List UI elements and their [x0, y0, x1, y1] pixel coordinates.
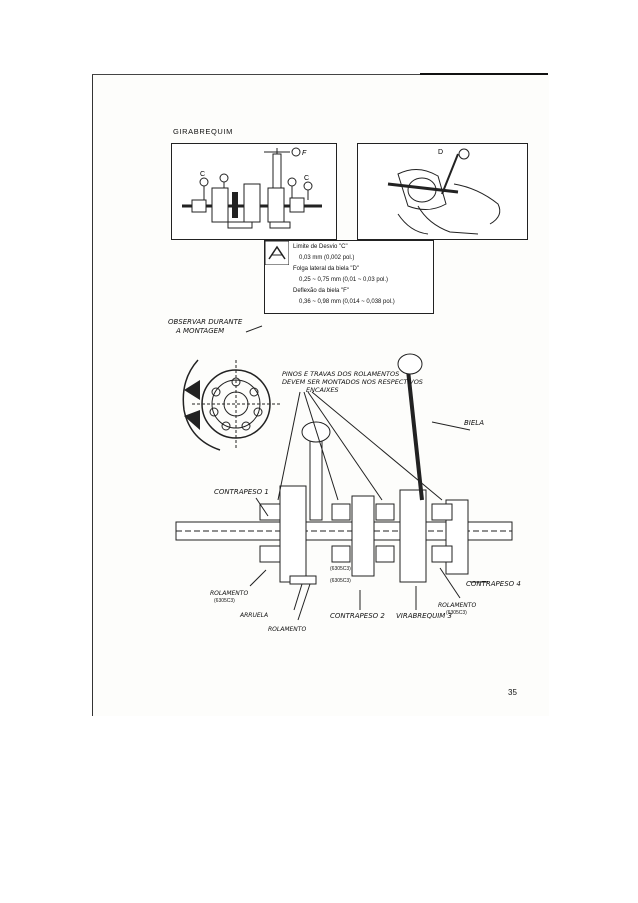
rolamento-left-code: (6305C3): [214, 598, 235, 604]
contrapeso2-label: CONTRAPESO 2: [330, 612, 385, 620]
section-title: GIRABREQUIM: [173, 127, 233, 136]
observe-label-1: OBSERVAR DURANTE: [168, 318, 243, 326]
label-f: F: [302, 150, 307, 157]
spec-line-3: Folga lateral da biela "D": [293, 266, 359, 272]
code-center-2: (6305C3): [330, 578, 351, 584]
pins-label-2: DEVEM SER MONTADOS NOS RESPECTIVOS: [282, 378, 423, 386]
spec-line-1: Limite de Desvio "C": [293, 244, 348, 250]
virabrequim3-label: VIRABREQUIM 3: [396, 612, 453, 620]
runout-figure: [171, 143, 337, 240]
label-d: D: [438, 149, 444, 156]
spec-box: [264, 240, 434, 314]
rolamento-bottom-label: ROLAMENTO: [268, 626, 307, 633]
pins-label-3: ENCAIXES: [306, 386, 339, 394]
rolamento-right-label: ROLAMENTO: [438, 602, 477, 609]
spec-line-2: 0,03 mm (0,002 pol.): [299, 255, 355, 261]
clearance-figure: [357, 143, 528, 240]
clearance-drawing: [358, 144, 527, 239]
observe-label-2: A MONTAGEM: [176, 327, 225, 335]
spec-line-5: Deflexão da biela "F": [293, 288, 349, 294]
code-center-1: (6305C3): [330, 566, 351, 572]
biela-label: BIELA: [464, 419, 484, 427]
spec-line-4: 0,25 ~ 0,75 mm (0,01 ~ 0,03 pol.): [299, 277, 389, 283]
contrapeso1-label: CONTRAPESO 1: [214, 488, 269, 496]
top-rule-dark: [420, 73, 548, 75]
label-c-left: C: [200, 171, 206, 178]
rolamento-left-label: ROLAMENTO: [210, 590, 249, 597]
rolamento-right-code: (6305C3): [446, 610, 467, 616]
contrapeso4-label: CONTRAPESO 4: [466, 580, 521, 588]
spec-line-6: 0,36 ~ 0,98 mm (0,014 ~ 0,038 pol.): [299, 299, 395, 305]
pins-label-1: PINOS E TRAVAS DOS ROLAMENTOS: [282, 370, 400, 378]
runout-drawing: [172, 144, 336, 239]
page-number: 35: [508, 688, 517, 697]
label-c-right: C: [304, 175, 310, 182]
arruela-label: ARRUELA: [240, 612, 269, 619]
caliper-icon: [265, 241, 289, 265]
